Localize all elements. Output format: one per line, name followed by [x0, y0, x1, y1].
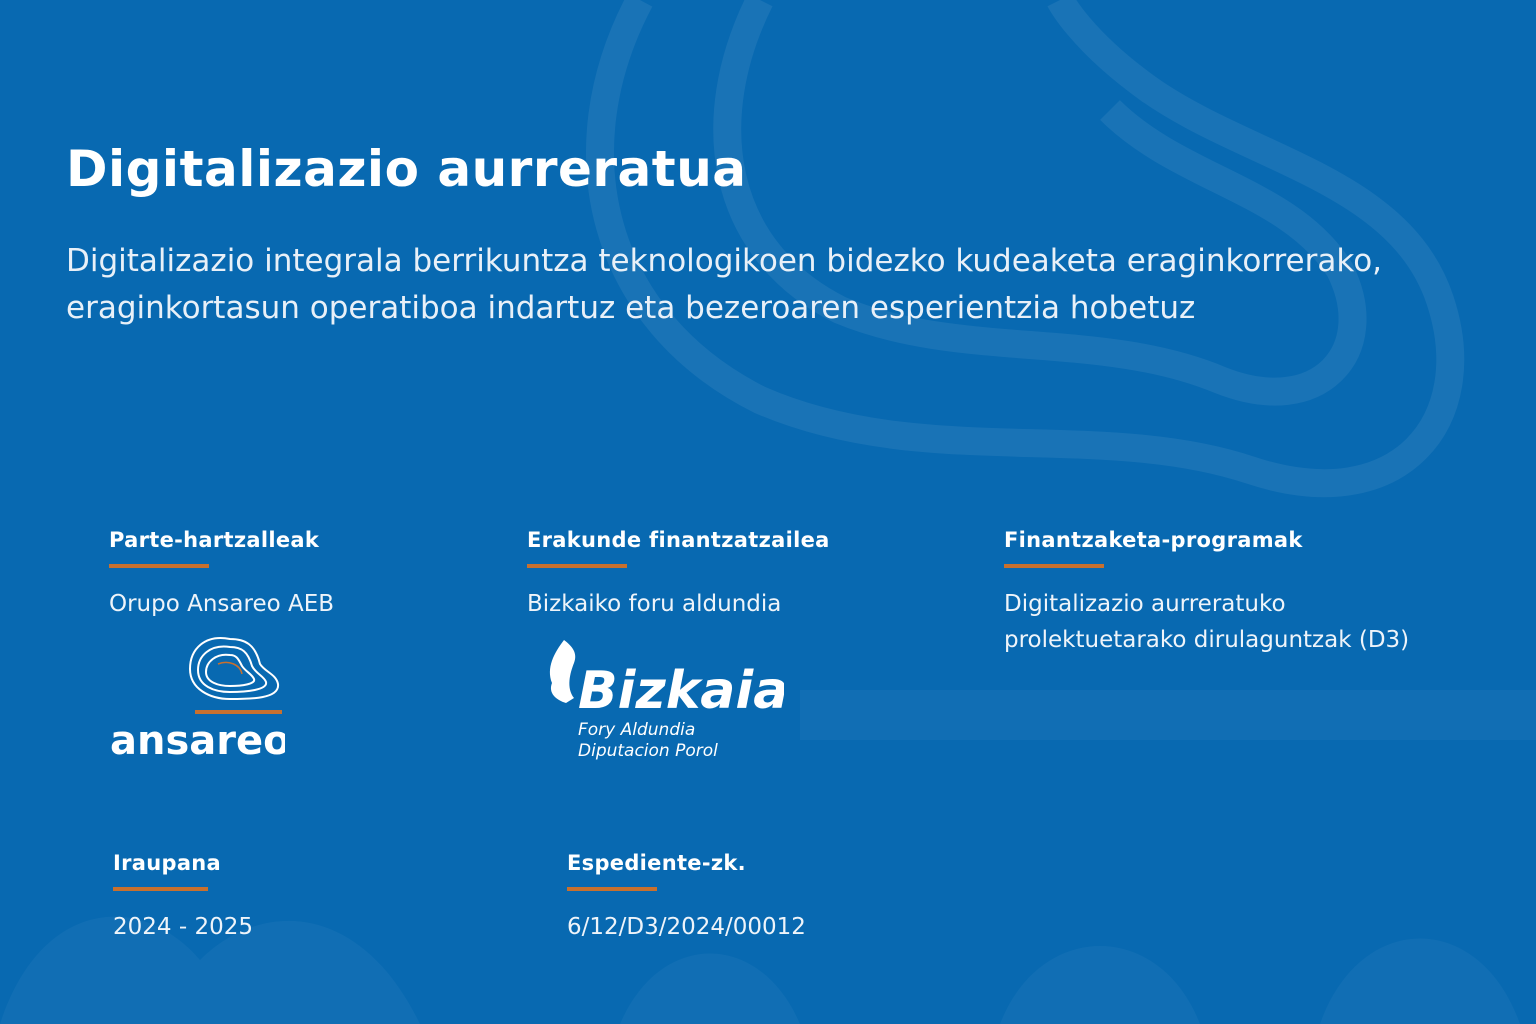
accent-divider	[1004, 564, 1104, 568]
section-heading: Iraupana	[113, 851, 222, 875]
ansareo-logo-text: ansareo	[110, 718, 285, 764]
section-heading: Erakunde finantzatzailea	[527, 528, 830, 552]
section-heading: Espediente-zk.	[567, 851, 746, 875]
section-funding-programs	[1004, 528, 1464, 658]
svg-text:Bizkaia: Bizkaia	[578, 661, 784, 721]
svg-text:Diputacion Porol: Diputacion Porol	[578, 741, 718, 761]
ansareo-logo	[110, 634, 285, 764]
section-file-number	[567, 851, 806, 945]
section-value: Orupo Ansareo AEB	[109, 591, 335, 617]
page-title: Digitalizazio aurreratua	[66, 140, 747, 198]
section-value: Bizkaiko foru aldundia	[527, 591, 782, 617]
bizkaia-logo	[544, 638, 784, 768]
section-value: Digitalizazio aurreratuko prolektuetarako dirulaguntzak (D3)	[1004, 591, 1410, 653]
section-heading: Finantzaketa-programak	[1004, 528, 1303, 552]
section-participants	[109, 528, 334, 622]
oak-leaf-icon	[550, 640, 575, 703]
section-value: 2024 - 2025	[113, 914, 253, 940]
section-heading: Parte-hartzalleak	[109, 528, 320, 552]
svg-text:Fory Aldundia: Fory Aldundia	[578, 720, 696, 740]
accent-divider	[109, 564, 209, 568]
accent-divider	[567, 887, 657, 891]
page-subtitle: Digitalizazio integrala berrikuntza teknologikoen bidezko kudeaketa eraginkorrerako, eraginkortasun operatiboa indartuz eta bezeroaren esperientzia hobetuz	[66, 243, 1383, 326]
accent-divider	[113, 887, 208, 891]
section-value: 6/12/D3/2024/00012	[567, 914, 806, 940]
accent-divider	[527, 564, 627, 568]
section-duration	[113, 851, 253, 945]
section-funding-body	[527, 528, 830, 622]
